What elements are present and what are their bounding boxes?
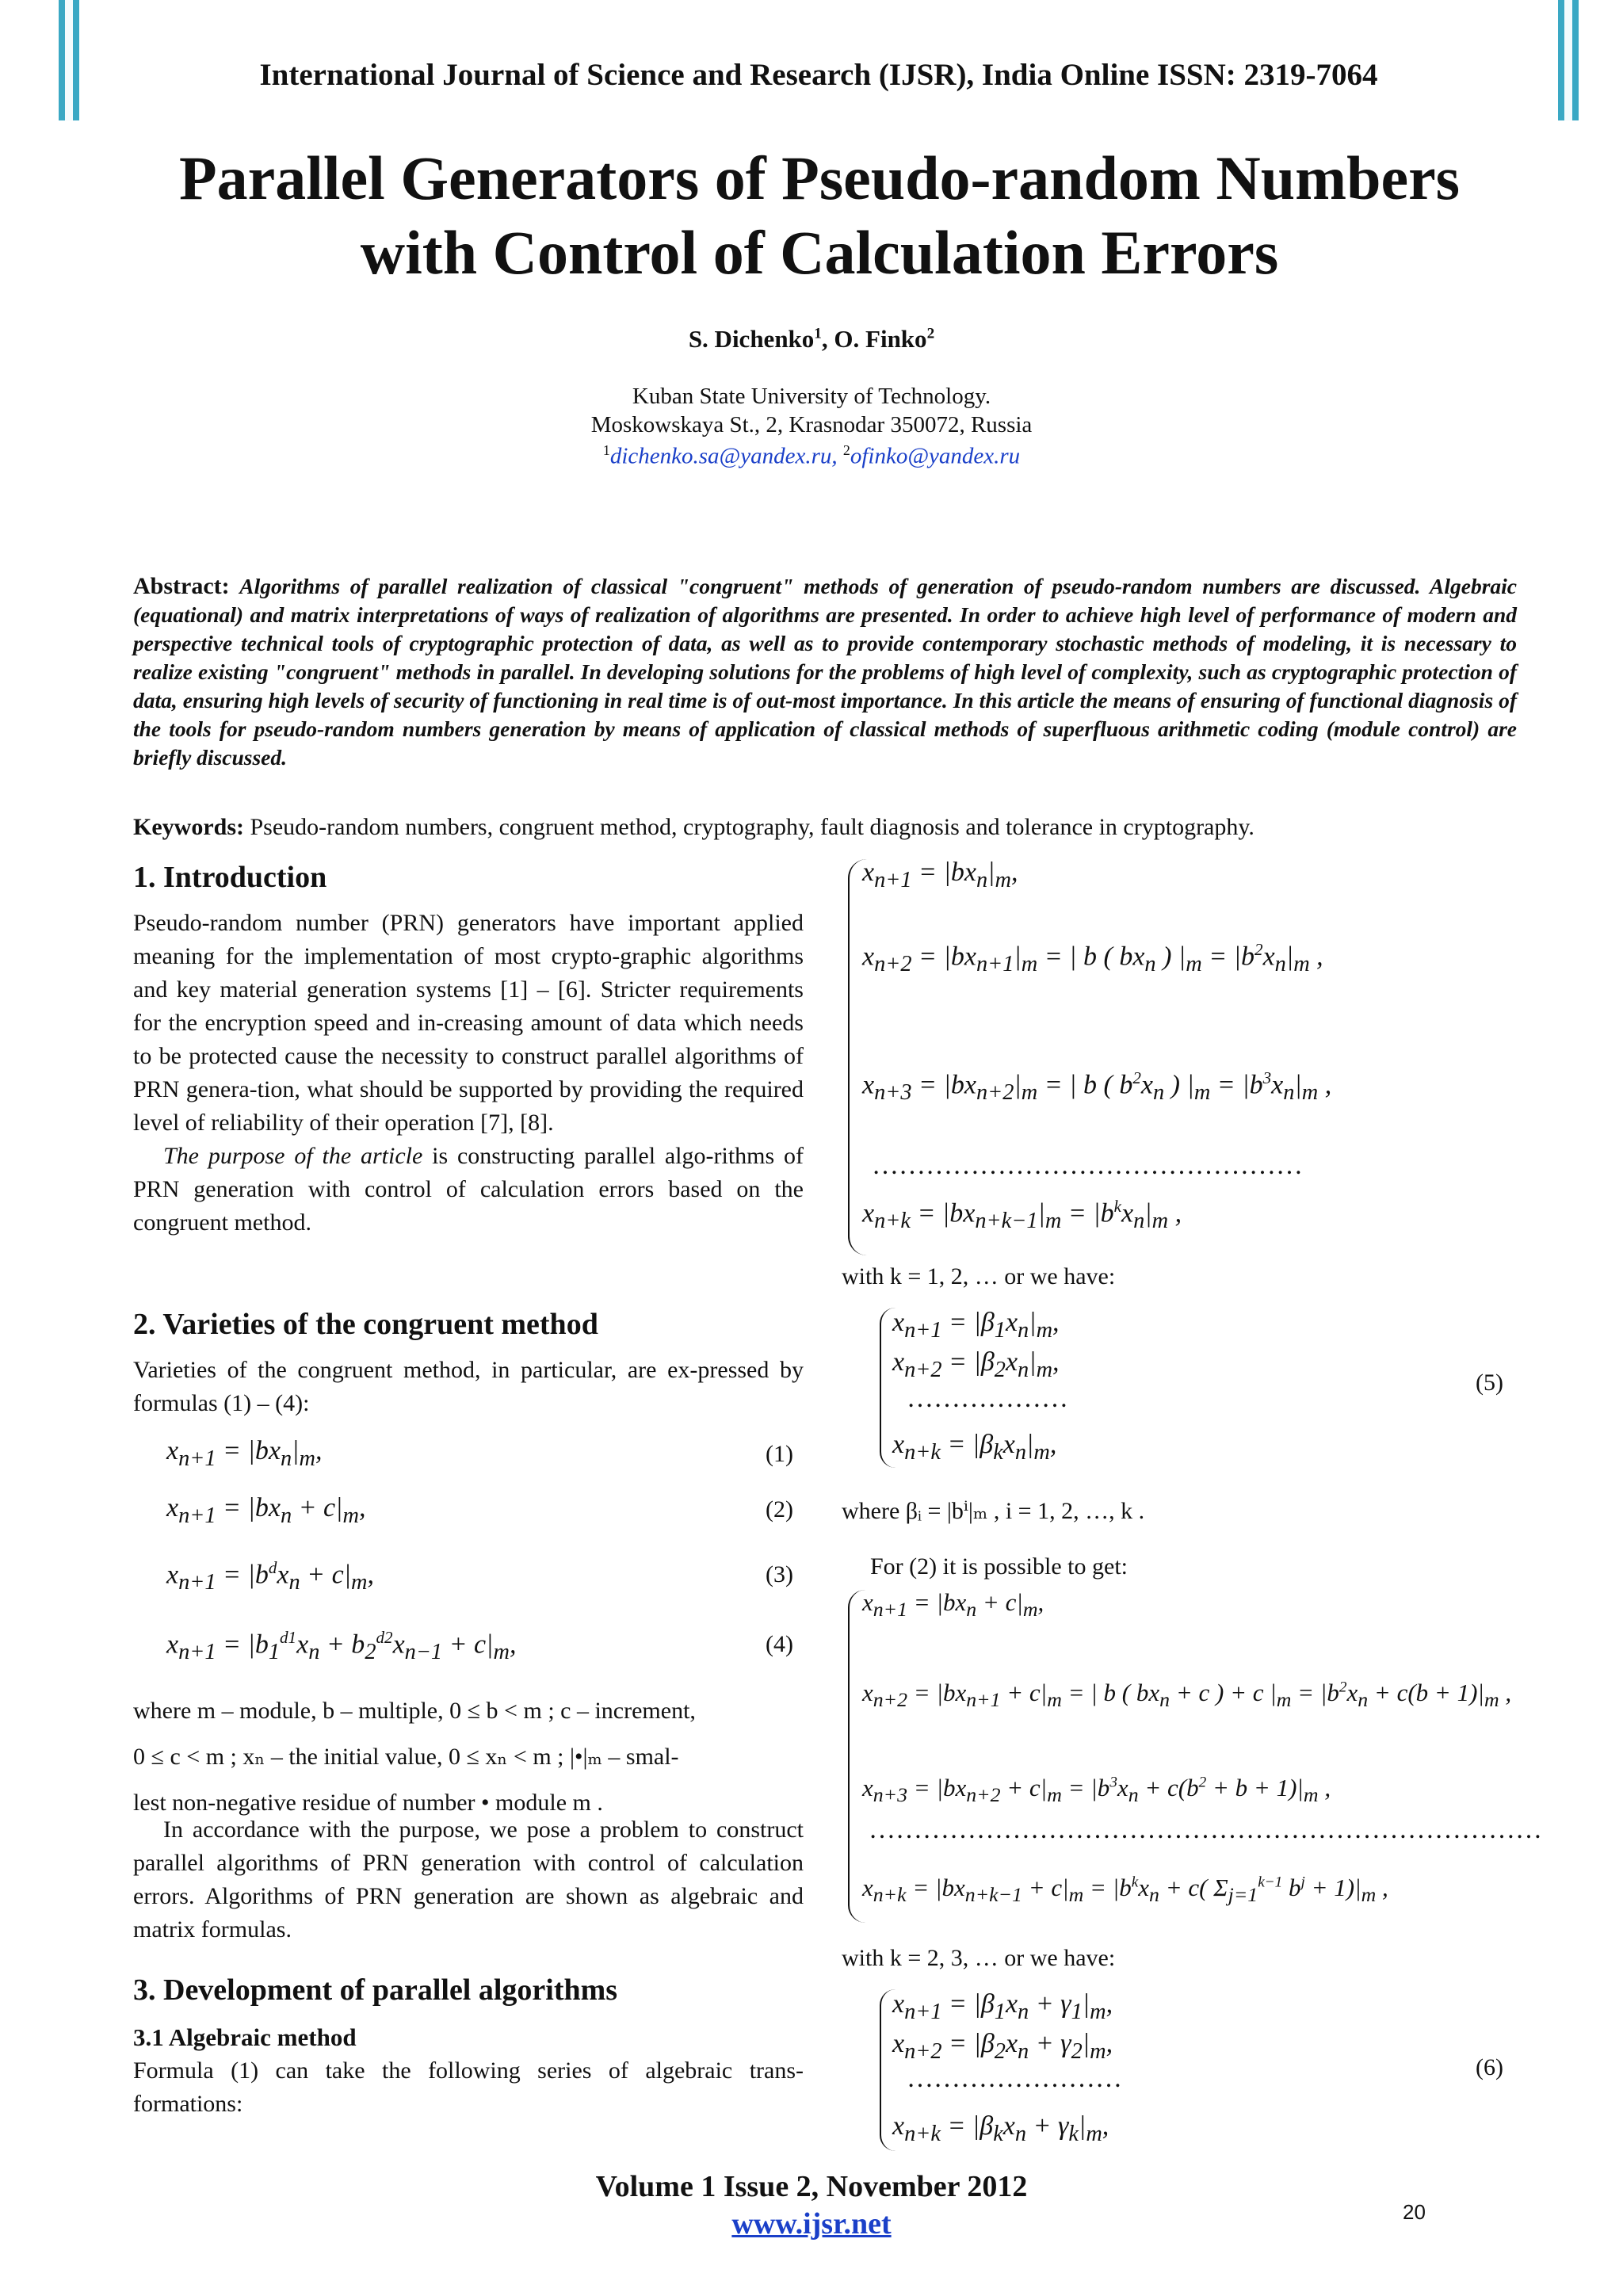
affiliation-university: Kuban State University of Technology.	[632, 384, 991, 409]
left-edge-bar	[59, 0, 79, 120]
system1-line-2: $x_{n+2} = |bx_{n+1}|_m$ = | b ( $bx_n$ ) $|_m = |b^2x_n|_m$ ,	[862, 940, 1323, 977]
brace-system-2	[848, 1590, 865, 1923]
brace-system-1	[848, 859, 867, 1255]
intro-paragraph-1: Pseudo-random number (PRN) generators have important applied meaning for the implementation of most crypto-graphic algorithms and key material generation systems [1] – [6]. Stricter requirements for the encryption speed and in-creasing amount of data which needs to be protected cause the necessity to construct parallel algorithms of PRN genera-tion, what should be supported by providing the required level of reliability of their operation [7], [8].	[133, 910, 804, 1136]
for-formula-2: For (2) it is possible to get:	[870, 1553, 1128, 1580]
definition-line-2: 0 ≤ c < m ; xₙ – the initial value, 0 ≤ xₙ < m ; |•|ₘ – smal-	[133, 1744, 679, 1770]
formula-2-number: (2)	[766, 1496, 793, 1522]
with-k-1: with k = 1, 2, … or we have:	[842, 1263, 1116, 1289]
formula-4: $x_{n+1} = |b_1^{d1}x_n + b_2^{d2}x_{n-1} + c|_m$,	[166, 1628, 517, 1665]
varieties-intro: Varieties of the congruent method, in particular, are ex-pressed by formulas (1) – (4):	[133, 1357, 804, 1416]
formula-1-number: (1)	[766, 1441, 793, 1467]
affiliation-emails	[0, 442, 1623, 470]
intro-paragraph-2	[133, 1140, 804, 1240]
title-line-2: with Control of Calculation Errors	[360, 218, 1279, 287]
keywords-label: Keywords:	[133, 814, 244, 840]
keywords	[133, 814, 1517, 841]
footer-volume: Volume 1 Issue 2, November 2012	[595, 2170, 1028, 2203]
abstract-label: Abstract:	[133, 573, 230, 599]
author-2-sup: 2	[926, 325, 935, 342]
formula-5-number: (5)	[1476, 1370, 1503, 1396]
system1-line-k: $x_{n+k} = |bx_{n+k-1}|_m = |b^kx_n|_m$ ,	[862, 1197, 1182, 1234]
formula-6-number: (6)	[1476, 2054, 1503, 2080]
email-2-sup: 2	[842, 442, 850, 458]
system2-line-1: $x_{n+1} = |bx_n + c|_m$,	[862, 1588, 1044, 1622]
system6-dots: ……………………	[907, 2064, 1122, 2093]
system5-dots: ………………	[907, 1384, 1068, 1413]
email-2-link[interactable]: ofinko@yandex.ru	[850, 443, 1021, 469]
subsection-3-1-heading: 3.1 Algebraic method	[133, 2023, 357, 2051]
system5-line-k: $x_{n+k} = |\beta_kx_n|_m$,	[892, 1430, 1057, 1465]
section-1-heading: 1. Introduction	[133, 861, 327, 894]
system1-dots: …………………………………………	[872, 1151, 1303, 1180]
title-line-1: Parallel Generators of Pseudo-random Numbers	[178, 143, 1461, 212]
paper-title	[95, 141, 1544, 290]
system6-line-k: $x_{n+k} = |\beta_kx_n + \gamma_k|_m$,	[892, 2111, 1109, 2146]
system1-line-3: $x_{n+3} = |bx_{n+2}|_m$ = | b ( $b^2x_n$ ) $|_m = |b^3x_n|_m$ ,	[862, 1068, 1332, 1106]
journal-header: International Journal of Science and Research (IJSR), India Online ISSN: 2319-7064	[259, 58, 1378, 92]
system2-line-3: $x_{n+3} = |bx_{n+2} + c|_m = |b^3x_n + c(b^2 + b + 1)|_m$ ,	[862, 1774, 1331, 1807]
left-column-definitions	[133, 1688, 804, 1826]
definition-line-1: where m – module, b – multiple, 0 ≤ b < m ; c – increment,	[133, 1698, 696, 1724]
left-column-intro	[133, 861, 804, 1240]
purpose-paragraph: In accordance with the purpose, we pose a problem to construct parallel algorithms of PRN generation with control of calculation errors. Algorithms of PRN generation are shown as algebraic and matrix formulas.	[133, 1817, 804, 1943]
system6-line-2: $x_{n+2} = |\beta_2x_n + \gamma_2|_m$,	[892, 2029, 1113, 2064]
algebraic-method-paragraph: Formula (1) can take the following series of algebraic trans-formations:	[133, 2057, 804, 2117]
system5-line-1: $x_{n+1} = |\beta_1x_n|_m$,	[892, 1308, 1060, 1343]
with-k-2: with k = 2, 3, … or we have:	[842, 1945, 1116, 1971]
email-1-link[interactable]: dichenko.sa@yandex.ru,	[609, 443, 838, 469]
section-2-heading: 2. Varieties of the congruent method	[133, 1308, 598, 1341]
section-3-heading: 3. Development of parallel algorithms	[133, 1973, 618, 2007]
left-column-varieties	[133, 1308, 804, 1420]
purpose-emphasis: The purpose of the article	[163, 1143, 423, 1169]
purpose-text: is constructing parallel algo-rithms of PRN generation with control of calculation errors based on the congruent method.	[133, 1143, 804, 1236]
abstract	[133, 572, 1517, 772]
formula-3-number: (3)	[766, 1561, 793, 1587]
system6-line-1: $x_{n+1} = |\beta_1x_n + \gamma_1|_m$,	[892, 1989, 1113, 2024]
right-edge-bar	[1558, 0, 1579, 120]
system2-line-2: $x_{n+2} = |bx_{n+1} + c|_m$ = | b ( $bx_n + c$ ) + c $|_m = |b^2x_n + c(b + 1)|_m$ ,	[862, 1679, 1512, 1712]
system5-line-2: $x_{n+2} = |\beta_2x_n|_m$,	[892, 1347, 1060, 1382]
system1-line-1: $x_{n+1} = |bx_n|_m$,	[862, 858, 1018, 892]
page-number: 20	[1403, 2200, 1426, 2224]
abstract-text: Algorithms of parallel realization of classical "congruent" methods of generation of pseudo-random numbers are discussed. Algebraic (equational) and matrix interpretations of ways of realization of algorithms are presented. In order to achieve high level of performance of modern and perspective technical tools of cryptographic protection of data, as well as to provide contemporary stochastic methods of modeling, it is necessary to realize existing "congruent" methods in parallel. In developing solutions for the problems of high level of complexity, such as cryptographic protection of data, ensuring high levels of security of functioning in real time is of out-most importance. In this article the means of ensuring of functional diagnosis of the tools for pseudo-random numbers generation by means of application of classical methods of superfluous arithmetic coding (module control) are briefly discussed.	[133, 574, 1518, 770]
formula-2: $x_{n+1} = |bx_n + c|_m$,	[166, 1493, 366, 1528]
formula-1: $x_{n+1} = |bx_n|_m$,	[166, 1436, 323, 1471]
formula-4-number: (4)	[766, 1631, 793, 1657]
affiliation-address: Moskowskaya St., 2, Krasnodar 350072, Russia	[590, 412, 1033, 437]
definition-line-3: lest non-negative residue of number • module m .	[133, 1790, 603, 1816]
footer-url-link[interactable]: www.ijsr.net	[731, 2207, 892, 2241]
author-1: S. Dichenko	[688, 325, 815, 353]
beta-definition: where βᵢ = |bⁱ|ₘ , i = 1, 2, …, k .	[842, 1498, 1145, 1524]
system2-line-k: $x_{n+k} = |bx_{n+k-1} + c|_m = |b^kx_n + c$( $\Sigma_{j=1}^{k-1}$ $b^j + 1)|_m$ ,	[862, 1874, 1388, 1907]
system2-dots: …………………………………………………………………	[869, 1815, 1542, 1844]
author-separator: ,	[821, 325, 834, 353]
left-column-development	[133, 1813, 804, 2121]
formula-3: $x_{n+1} = |b^dx_n + c|_m$,	[166, 1558, 375, 1595]
authors	[0, 325, 1623, 353]
author-1-sup: 1	[814, 325, 822, 342]
keywords-text: Pseudo-random numbers, congruent method, cryptography, fault diagnosis and tolerance in cryptography.	[250, 814, 1254, 840]
author-2: O. Finko	[834, 325, 927, 353]
email-1-sup: 1	[602, 442, 610, 458]
